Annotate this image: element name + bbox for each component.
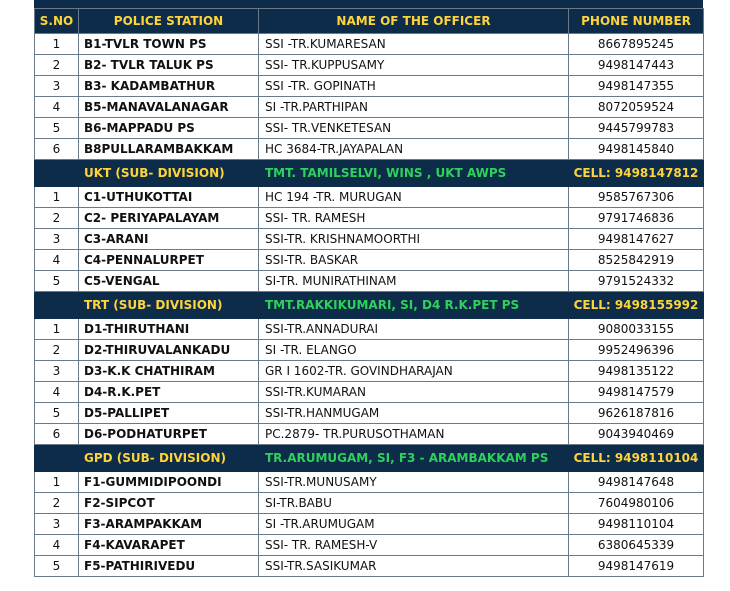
cell-police-station: F3-ARAMPAKKAM [79, 514, 259, 535]
table-row [35, 34, 704, 55]
table-row [35, 514, 704, 535]
division-header-row [35, 445, 704, 472]
table-row [35, 208, 704, 229]
table-header-row [35, 9, 704, 34]
header-police-station: POLICE STATION [79, 9, 259, 34]
table-row [35, 493, 704, 514]
division-cell-number: CELL: 9498155992 [569, 292, 704, 319]
cell-police-station: B6-MAPPADU PS [79, 118, 259, 139]
table-row [35, 403, 704, 424]
cell-sno: 3 [35, 361, 79, 382]
table-row [35, 361, 704, 382]
cell-phone-number: 9498147579 [569, 382, 704, 403]
cell-police-station: C3-ARANI [79, 229, 259, 250]
cell-phone-number: 6380645339 [569, 535, 704, 556]
cell-officer-name: SI -TR.ARUMUGAM [259, 514, 569, 535]
division-spacer [35, 445, 79, 472]
cell-phone-number: 8525842919 [569, 250, 704, 271]
cell-police-station: C1-UTHUKOTTAI [79, 187, 259, 208]
cell-police-station: B3- KADAMBATHUR [79, 76, 259, 97]
cell-sno: 3 [35, 229, 79, 250]
table-row [35, 55, 704, 76]
cell-police-station: F4-KAVARAPET [79, 535, 259, 556]
cell-officer-name: SSI- TR.VENKETESAN [259, 118, 569, 139]
cell-officer-name: SSI -TR.KUMARESAN [259, 34, 569, 55]
cell-sno: 2 [35, 340, 79, 361]
division-officer: TR.ARUMUGAM, SI, F3 - ARAMBAKKAM PS [259, 445, 569, 472]
cell-phone-number: 9498147627 [569, 229, 704, 250]
cell-phone-number: 8072059524 [569, 97, 704, 118]
table-row [35, 382, 704, 403]
cell-phone-number: 9080033155 [569, 319, 704, 340]
cell-police-station: B1-TVLR TOWN PS [79, 34, 259, 55]
cell-sno: 2 [35, 493, 79, 514]
cell-sno: 1 [35, 319, 79, 340]
cell-police-station: C5-VENGAL [79, 271, 259, 292]
officer-directory-sheet [34, 8, 703, 577]
cell-sno: 6 [35, 424, 79, 445]
table-row [35, 535, 704, 556]
cell-sno: 2 [35, 55, 79, 76]
cell-sno: 4 [35, 535, 79, 556]
header-phone-number: PHONE NUMBER [569, 9, 704, 34]
cell-police-station: D3-K.K CHATHIRAM [79, 361, 259, 382]
cell-police-station: B5-MANAVALANAGAR [79, 97, 259, 118]
table-row [35, 340, 704, 361]
cell-officer-name: SSI- TR. RAMESH [259, 208, 569, 229]
header-sno: S.NO [35, 9, 79, 34]
cell-sno: 5 [35, 118, 79, 139]
cell-phone-number: 9445799783 [569, 118, 704, 139]
cell-phone-number: 9498110104 [569, 514, 704, 535]
table-row [35, 187, 704, 208]
division-name: TRT (SUB- DIVISION) [79, 292, 259, 319]
cell-officer-name: SI -TR.PARTHIPAN [259, 97, 569, 118]
cell-police-station: B8PULLARAMBAKKAM [79, 139, 259, 160]
cell-phone-number: 7604980106 [569, 493, 704, 514]
table-row [35, 472, 704, 493]
cell-sno: 6 [35, 139, 79, 160]
cell-officer-name: SSI-TR. BASKAR [259, 250, 569, 271]
cell-phone-number: 9791746836 [569, 208, 704, 229]
cell-officer-name: SI-TR. MUNIRATHINAM [259, 271, 569, 292]
cell-sno: 3 [35, 76, 79, 97]
table-row [35, 556, 704, 577]
cell-phone-number: 9498147619 [569, 556, 704, 577]
table-row [35, 118, 704, 139]
cell-police-station: D1-THIRUTHANI [79, 319, 259, 340]
cell-phone-number: 9043940469 [569, 424, 704, 445]
cell-phone-number: 9791524332 [569, 271, 704, 292]
cell-police-station: F1-GUMMIDIPOONDI [79, 472, 259, 493]
table-row [35, 271, 704, 292]
cell-phone-number: 9498147443 [569, 55, 704, 76]
cell-sno: 4 [35, 250, 79, 271]
cell-officer-name: SI -TR. ELANGO [259, 340, 569, 361]
cell-police-station: D6-PODHATURPET [79, 424, 259, 445]
cell-phone-number: 9585767306 [569, 187, 704, 208]
cell-phone-number: 9626187816 [569, 403, 704, 424]
cell-officer-name: HC 3684-TR.JAYAPALAN [259, 139, 569, 160]
cell-officer-name: GR I 1602-TR. GOVINDHARAJAN [259, 361, 569, 382]
cell-police-station: F5-PATHIRIVEDU [79, 556, 259, 577]
cell-police-station: C2- PERIYAPALAYAM [79, 208, 259, 229]
division-spacer [35, 292, 79, 319]
cell-police-station: F2-SIPCOT [79, 493, 259, 514]
cell-phone-number: 8667895245 [569, 34, 704, 55]
cell-sno: 4 [35, 97, 79, 118]
division-spacer [35, 160, 79, 187]
cell-officer-name: SSI-TR.MUNUSAMY [259, 472, 569, 493]
division-cell-number: CELL: 9498110104 [569, 445, 704, 472]
cell-sno: 5 [35, 403, 79, 424]
division-name: UKT (SUB- DIVISION) [79, 160, 259, 187]
cell-sno: 3 [35, 514, 79, 535]
cell-sno: 2 [35, 208, 79, 229]
cell-officer-name: SSI-TR.ANNADURAI [259, 319, 569, 340]
cell-police-station: D2-THIRUVALANKADU [79, 340, 259, 361]
cell-police-station: C4-PENNALURPET [79, 250, 259, 271]
cell-officer-name: SSI-TR. KRISHNAMOORTHI [259, 229, 569, 250]
table-row [35, 424, 704, 445]
division-name: GPD (SUB- DIVISION) [79, 445, 259, 472]
top-header-band [34, 0, 703, 8]
division-header-row [35, 292, 704, 319]
table-row [35, 250, 704, 271]
division-header-row [35, 160, 704, 187]
cell-phone-number: 9498147648 [569, 472, 704, 493]
cell-sno: 1 [35, 472, 79, 493]
cell-sno: 1 [35, 187, 79, 208]
division-officer: TMT.RAKKIKUMARI, SI, D4 R.K.PET PS [259, 292, 569, 319]
cell-sno: 5 [35, 556, 79, 577]
cell-officer-name: SSI-TR.HANMUGAM [259, 403, 569, 424]
cell-officer-name: SSI -TR. GOPINATH [259, 76, 569, 97]
cell-officer-name: SSI- TR.KUPPUSAMY [259, 55, 569, 76]
cell-sno: 5 [35, 271, 79, 292]
table-row [35, 139, 704, 160]
table-row [35, 76, 704, 97]
cell-police-station: D4-R.K.PET [79, 382, 259, 403]
table-row [35, 319, 704, 340]
cell-officer-name: PC.2879- TR.PURUSOTHAMAN [259, 424, 569, 445]
table-row [35, 229, 704, 250]
cell-phone-number: 9498135122 [569, 361, 704, 382]
header-officer-name: NAME OF THE OFFICER [259, 9, 569, 34]
cell-officer-name: HC 194 -TR. MURUGAN [259, 187, 569, 208]
table-body [35, 34, 704, 577]
division-cell-number: CELL: 9498147812 [569, 160, 704, 187]
cell-police-station: B2- TVLR TALUK PS [79, 55, 259, 76]
cell-phone-number: 9498145840 [569, 139, 704, 160]
division-officer: TMT. TAMILSELVI, WINS , UKT AWPS [259, 160, 569, 187]
cell-officer-name: SI-TR.BABU [259, 493, 569, 514]
cell-officer-name: SSI-TR.KUMARAN [259, 382, 569, 403]
cell-phone-number: 9952496396 [569, 340, 704, 361]
cell-sno: 1 [35, 34, 79, 55]
cell-officer-name: SSI-TR.SASIKUMAR [259, 556, 569, 577]
cell-sno: 4 [35, 382, 79, 403]
cell-phone-number: 9498147355 [569, 76, 704, 97]
table-row [35, 97, 704, 118]
cell-officer-name: SSI- TR. RAMESH-V [259, 535, 569, 556]
officer-table [34, 8, 704, 577]
cell-police-station: D5-PALLIPET [79, 403, 259, 424]
